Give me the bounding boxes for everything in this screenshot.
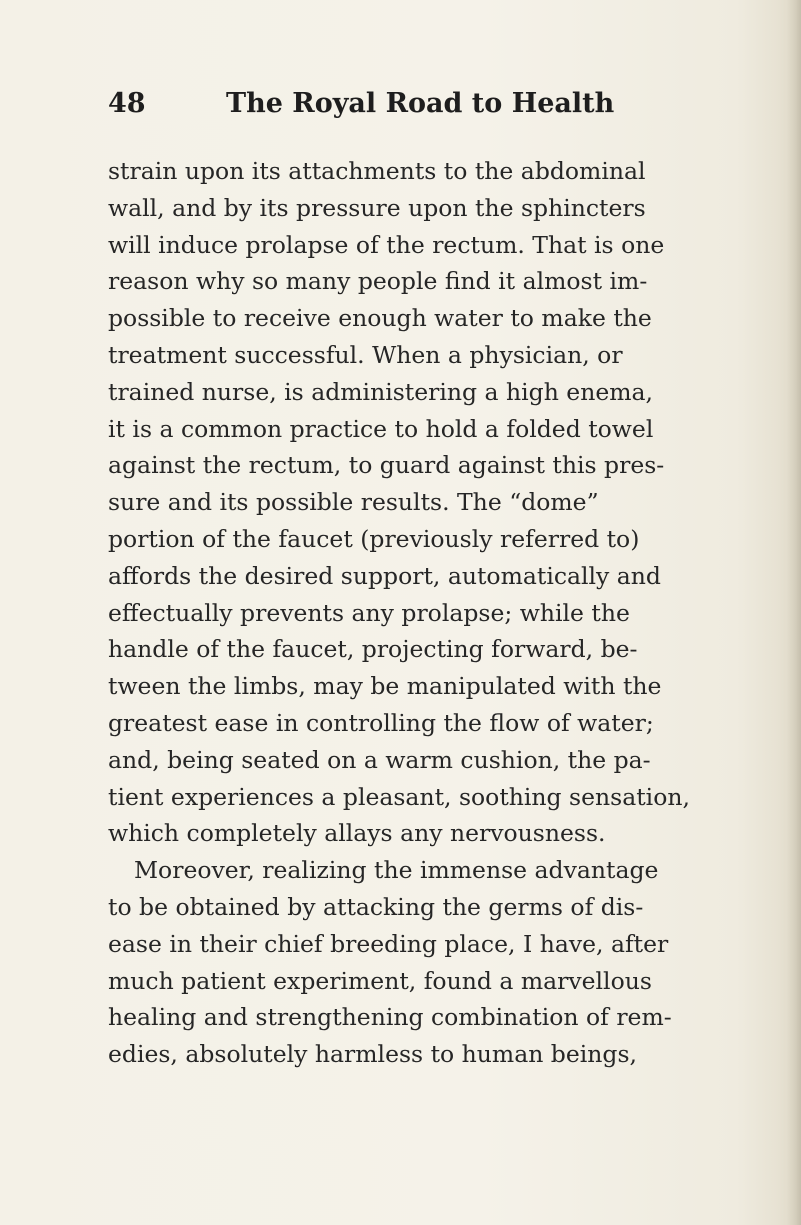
text-line: handle of the faucet, projecting forward, be-	[108, 635, 638, 664]
text-line: greatest ease in controlling the flow of water;	[108, 708, 654, 737]
text-line: trained nurse, is administering a high enema,	[108, 377, 654, 406]
text-line: healing and strengthening combination of rem-	[108, 1003, 672, 1032]
running-title: The Royal Road to Health	[226, 88, 615, 119]
text-line: will induce prolapse of the rectum. That is one	[108, 230, 665, 259]
text-line: edies, absolutely harmless to human beings,	[108, 1040, 637, 1069]
text-line: portion of the faucet (previously referred to)	[108, 524, 640, 553]
paragraph-first-line: Moreover, realizing the immense advantage	[134, 856, 659, 885]
page-edge-shadow	[787, 0, 801, 1225]
text-line: to be obtained by attacking the germs of dis-	[108, 892, 644, 921]
text-line: and, being seated on a warm cushion, the pa-	[108, 745, 651, 774]
text-line: possible to receive enough water to make the	[108, 304, 652, 333]
text-line: affords the desired support, automatically and	[108, 561, 661, 590]
text-line: reason why so many people find it almost im-	[108, 267, 648, 296]
text-line: ease in their chief breeding place, I have, after	[108, 929, 669, 958]
text-line: against the rectum, to guard against this pres-	[108, 451, 665, 480]
text-line: treatment successful. When a physician, or	[108, 340, 623, 369]
text-line: effectually prevents any prolapse; while the	[108, 598, 630, 627]
text-line: tween the limbs, may be manipulated with the	[108, 672, 662, 701]
text-line: wall, and by its pressure upon the sphincters	[108, 193, 646, 222]
text-line: much patient experiment, found a marvellous	[108, 966, 652, 995]
body-text	[108, 153, 724, 1073]
running-header	[108, 88, 648, 128]
text-line: which completely allays any nervousness.	[108, 819, 606, 848]
page-number: 48	[108, 88, 146, 119]
text-line: strain upon its attachments to the abdominal	[108, 157, 646, 185]
text-line: it is a common practice to hold a folded towel	[108, 414, 654, 443]
text-line: tient experiences a pleasant, soothing sensation,	[108, 782, 690, 811]
text-line: sure and its possible results. The “dome”	[108, 488, 599, 517]
